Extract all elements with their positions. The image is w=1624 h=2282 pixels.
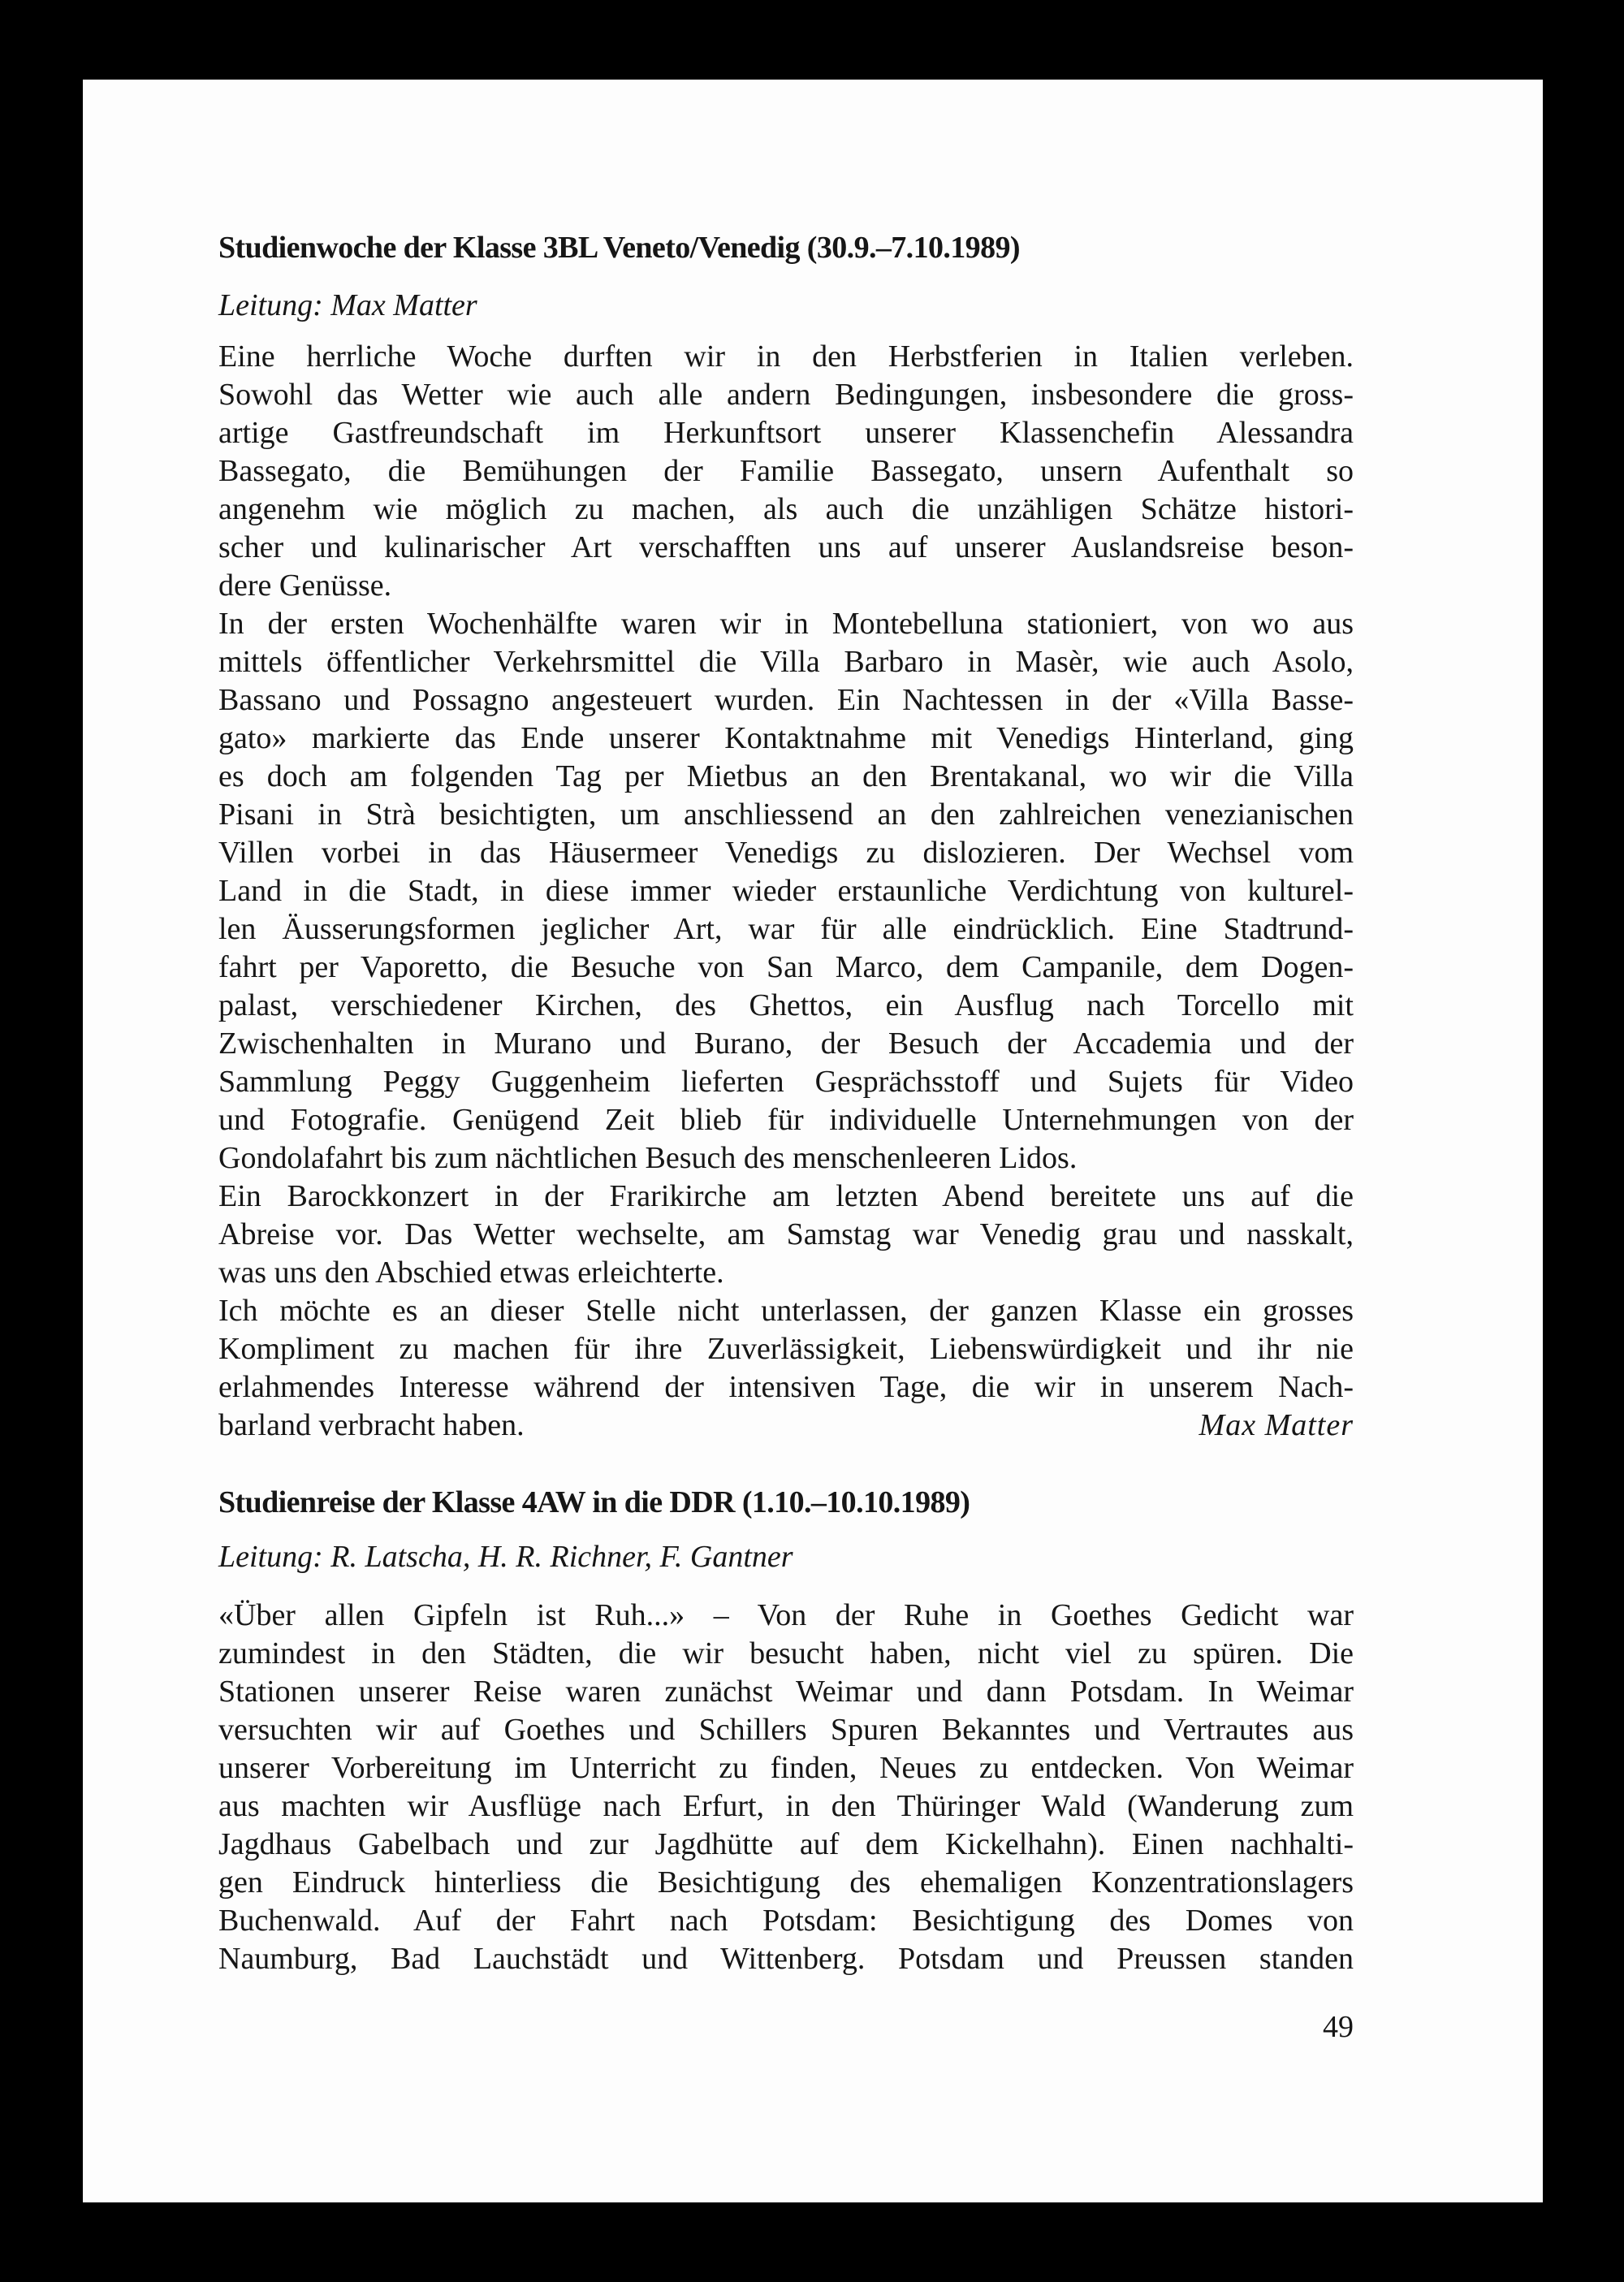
text-line <box>218 681 1354 720</box>
text-line <box>218 796 1354 834</box>
text-line <box>218 834 1354 872</box>
text-line-content: Naumburg, Bad Lauchstädt und Wittenberg. Potsdam und Preussen standen <box>218 1942 1354 1976</box>
paragraph <box>218 338 1354 605</box>
section-1-title: Studienwoche der Klasse 3BL Veneto/Venedig (30.9.–7.10.1989) <box>218 231 1020 265</box>
text-line-content: versuchten wir auf Goethes und Schillers Spuren Bekanntes und Vertrautes aus <box>218 1713 1354 1747</box>
text-line <box>218 1826 1354 1864</box>
text-line <box>218 1254 1354 1292</box>
text-line-content: Gondolafahrt bis zum nächtlichen Besuch des menschenleeren Lidos. <box>218 1141 1078 1175</box>
text-line-content: was uns den Abschied etwas erleichterte. <box>218 1256 724 1290</box>
text-line-content: Land in die Stadt, in diese immer wieder erstaunliche Verdichtung von kulturel- <box>218 874 1354 908</box>
text-line <box>218 605 1354 643</box>
text-line <box>218 872 1354 910</box>
text-line-content: gen Eindruck hinterliess die Besichtigung des ehemaligen Konzentrationslagers <box>218 1865 1354 1900</box>
text-line-content: palast, verschiedener Kirchen, des Ghettos, ein Ausflug nach Torcello mit <box>218 988 1354 1022</box>
text-line-content: zumindest in den Städten, die wir besucht haben, nicht viel zu spüren. Die <box>218 1636 1354 1670</box>
text-line-content: scher und kulinarischer Art verschafften uns auf unserer Auslandsreise beson- <box>218 530 1354 564</box>
text-line-content: «Über allen Gipfeln ist Ruh...» – Von der Ruhe in Goethes Gedicht war <box>218 1598 1354 1632</box>
text-line <box>218 1101 1354 1139</box>
text-line-content: Stationen unserer Reise waren zunächst Weimar und dann Potsdam. In Weimar <box>218 1675 1354 1709</box>
section-1-leader: Leitung: Max Matter <box>218 288 477 322</box>
section-2-title: Studienreise der Klasse 4AW in die DDR (1.10.–10.10.1989) <box>218 1485 970 1519</box>
text-line <box>218 1864 1354 1902</box>
text-line <box>218 376 1354 414</box>
text-line <box>218 1711 1354 1749</box>
text-line-content: angenehm wie möglich zu machen, als auch die unzähligen Schätze histori- <box>218 492 1354 526</box>
text-line <box>218 1597 1354 1635</box>
text-line <box>218 1330 1354 1368</box>
text-line <box>218 1178 1354 1216</box>
text-line <box>218 1292 1354 1330</box>
text-line-content: fahrt per Vaporetto, die Besuche von San Marco, dem Campanile, dem Dogen- <box>218 950 1354 984</box>
paragraph <box>218 1292 1354 1445</box>
text-line-content: Jagdhaus Gabelbach und zur Jagdhütte auf dem Kickelhahn). Einen nachhalti- <box>218 1827 1354 1861</box>
text-line <box>218 491 1354 529</box>
text-line-content: Bassano und Possagno angesteuert wurden. Ein Nachtessen in der «Villa Basse- <box>218 683 1354 717</box>
text-line-content: und Fotografie. Genügend Zeit blieb für individuelle Unternehmungen von der <box>218 1103 1354 1137</box>
section-2-leader: Leitung: R. Latscha, H. R. Richner, F. Gantner <box>218 1540 793 1574</box>
text-line <box>218 1407 1354 1445</box>
text-line <box>218 567 1354 605</box>
text-line <box>218 1025 1354 1063</box>
page-number: 49 <box>1323 2010 1354 2044</box>
text-line <box>218 452 1354 491</box>
author-signature: Max Matter <box>1199 1408 1354 1442</box>
text-line-content: Sammlung Peggy Guggenheim lieferten Gesprächsstoff und Sujets für Video <box>218 1065 1354 1099</box>
text-line <box>218 1673 1354 1711</box>
text-line <box>218 720 1354 758</box>
text-line <box>218 338 1354 376</box>
text-line-content: Eine herrliche Woche durften wir in den Herbstferien in Italien verleben. <box>218 339 1354 374</box>
text-line <box>218 414 1354 452</box>
text-line <box>218 643 1354 681</box>
text-line-content: Abreise vor. Das Wetter wechselte, am Samstag war Venedig grau und nasskalt, <box>218 1217 1354 1251</box>
text-line-content: Buchenwald. Auf der Fahrt nach Potsdam: Besichtigung des Domes von <box>218 1904 1354 1938</box>
paragraph <box>218 1178 1354 1292</box>
text-line-content: es doch am folgenden Tag per Mietbus an den Brentakanal, wo wir die Villa <box>218 759 1354 793</box>
text-line <box>218 949 1354 987</box>
text-line <box>218 529 1354 567</box>
text-line-content: Ein Barockkonzert in der Frarikirche am letzten Abend bereitete uns auf die <box>218 1179 1354 1213</box>
text-line-content: barland verbracht haben. <box>218 1408 525 1442</box>
text-line <box>218 1368 1354 1407</box>
text-line-content: unserer Vorbereitung im Unterricht zu finden, Neues zu entdecken. Von Weimar <box>218 1751 1354 1785</box>
text-line-content: Villen vorbei in das Häusermeer Venedigs zu dislozieren. Der Wechsel vom <box>218 836 1354 870</box>
text-line-content: Kompliment zu machen für ihre Zuverlässigkeit, Liebenswürdigkeit und ihr nie <box>218 1332 1354 1366</box>
section-2-body <box>218 1597 1354 1978</box>
text-line-content: Ich möchte es an dieser Stelle nicht unterlassen, der ganzen Klasse ein grosses <box>218 1294 1354 1328</box>
section-1-body <box>218 338 1354 1445</box>
text-line <box>218 1216 1354 1254</box>
text-line-content: Sowohl das Wetter wie auch alle andern Bedingungen, insbesondere die gross- <box>218 378 1354 412</box>
text-line <box>218 1063 1354 1101</box>
text-line <box>218 1940 1354 1978</box>
text-line-content: aus machten wir Ausflüge nach Erfurt, in den Thüringer Wald (Wanderung zum <box>218 1789 1354 1823</box>
text-line-content: Bassegato, die Bemühungen der Familie Bassegato, unsern Aufenthalt so <box>218 454 1354 488</box>
text-line-content: dere Genüsse. <box>218 568 392 603</box>
text-line-content: erlahmendes Interesse während der intensiven Tage, die wir in unserem Nach- <box>218 1370 1354 1404</box>
text-line <box>218 1749 1354 1787</box>
text-line-content: Zwischenhalten in Murano und Burano, der Besuch der Accademia und der <box>218 1026 1354 1061</box>
text-line <box>218 987 1354 1025</box>
paragraph <box>218 605 1354 1178</box>
paragraph <box>218 1597 1354 1978</box>
text-line-content: gato» markierte das Ende unserer Kontaktnahme mit Venedigs Hinterland, ging <box>218 721 1354 755</box>
text-line <box>218 1139 1354 1178</box>
text-line <box>218 1635 1354 1673</box>
text-line-content: mittels öffentlicher Verkehrsmittel die Villa Barbaro in Masèr, wie auch Asolo, <box>218 645 1354 679</box>
text-line <box>218 758 1354 796</box>
text-line-content: In der ersten Wochenhälfte waren wir in Montebelluna stationiert, von wo aus <box>218 607 1354 641</box>
text-line <box>218 910 1354 949</box>
text-line <box>218 1902 1354 1940</box>
text-line-content: len Äusserungsformen jeglicher Art, war für alle eindrücklich. Eine Stadtrund- <box>218 912 1354 946</box>
text-line <box>218 1787 1354 1826</box>
text-line-content: artige Gastfreundschaft im Herkunftsort unserer Klassenchefin Alessandra <box>218 416 1354 450</box>
text-line-content: Pisani in Strà besichtigten, um anschliessend an den zahlreichen venezianischen <box>218 797 1354 832</box>
